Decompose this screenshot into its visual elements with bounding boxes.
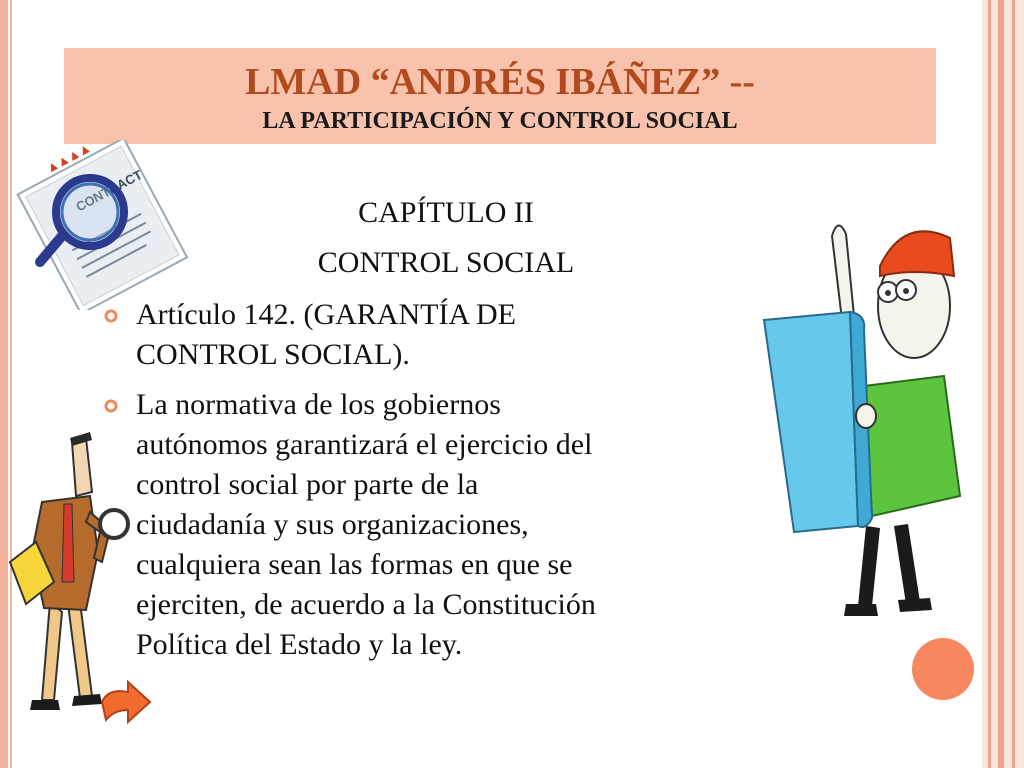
bullet-icon	[104, 309, 118, 323]
section-heading: CONTROL SOCIAL	[317, 246, 575, 279]
arrow-icon	[98, 680, 154, 730]
worker-blueprint-icon	[754, 196, 984, 646]
chapter-heading: CAPÍTULO II	[358, 196, 534, 229]
article-title: Artículo 142. (GARANTÍA DE CONTROL SOCIAL).	[136, 298, 516, 371]
slide-frame-right	[982, 0, 1024, 768]
slide-title: LMAD “ANDRÉS IBÁÑEZ” --	[245, 61, 755, 103]
title-bar	[64, 48, 936, 144]
slide-subtitle: LA PARTICIPACIÓN Y CONTROL SOCIAL	[262, 108, 738, 134]
article-body: La normativa de los gobiernos autónomos garantizará el ejercicio del control social por parte de la ciudadanía y sus organizaciones, cualquiera sean las formas en que se ejerciten, de acuerdo a la Constitución Política del Estado y la ley.	[136, 388, 596, 661]
accent-circle	[912, 638, 974, 700]
bullet-icon	[104, 399, 118, 413]
